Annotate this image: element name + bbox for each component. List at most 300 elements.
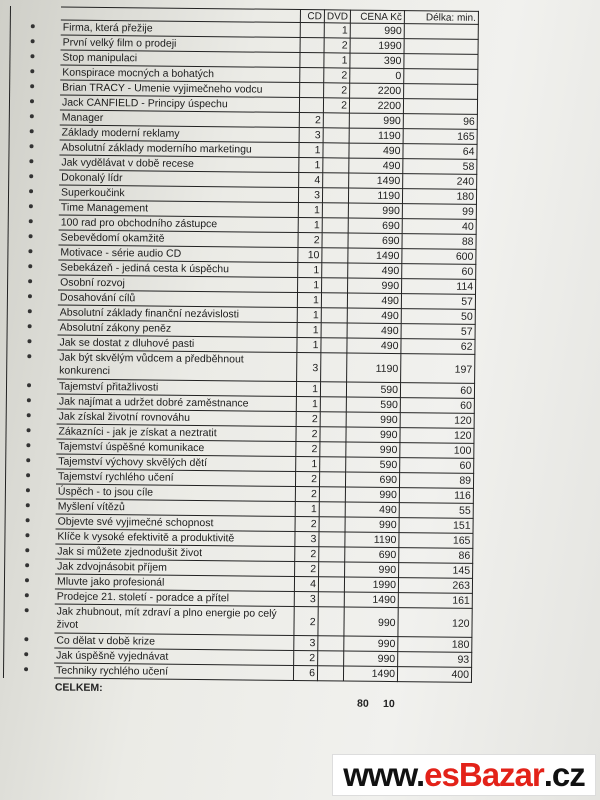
cell-price: 2200 xyxy=(350,99,404,115)
margin-spacer xyxy=(11,35,61,51)
cell-cd: 1 xyxy=(296,502,320,517)
margin-spacer xyxy=(6,439,56,455)
cell-dvd xyxy=(324,113,350,128)
cell-name: Jak najímat a udržet dobré zaměstnance xyxy=(57,395,297,413)
cell-name: Jak se dostat z dluhové pasti xyxy=(57,336,297,354)
cell-length xyxy=(404,99,478,115)
cell-dvd xyxy=(318,651,344,666)
cell-cd: 2 xyxy=(296,427,320,442)
cell-cd: 2 xyxy=(298,233,322,248)
cell-price: 1490 xyxy=(349,174,403,190)
margin-spacer xyxy=(9,155,59,171)
cell-length xyxy=(404,69,478,85)
cell-cd: 4 xyxy=(295,577,319,592)
cell-dvd xyxy=(321,397,347,412)
cell-cd: 4 xyxy=(299,173,323,188)
cell-price: 1190 xyxy=(347,354,401,384)
cell-dvd xyxy=(321,353,347,382)
margin-mark-icon xyxy=(27,354,31,358)
cell-cd xyxy=(300,68,324,83)
cell-dvd xyxy=(320,472,346,487)
cell-price: 490 xyxy=(348,294,402,310)
margin-spacer xyxy=(10,95,60,111)
cell-name: Jak úspěšně vyjednávat xyxy=(54,648,294,666)
cell-cd: 2 xyxy=(296,517,320,532)
margin-mark-icon xyxy=(29,174,33,178)
cell-cd xyxy=(301,23,325,38)
margin-mark-icon xyxy=(30,129,34,133)
cell-name: Brian TRACY - Umenie vyjimečneho vodcu xyxy=(60,81,300,99)
cell-dvd xyxy=(320,442,346,457)
margin-mark-icon xyxy=(27,339,31,343)
table-footer xyxy=(3,678,563,710)
cell-dvd xyxy=(323,203,349,218)
cell-dvd: 2 xyxy=(324,98,350,113)
cell-price: 490 xyxy=(348,264,402,280)
margin-spacer xyxy=(11,6,61,21)
cd-total: 80 xyxy=(356,697,369,710)
margin-mark-icon xyxy=(28,294,32,298)
cell-dvd xyxy=(323,173,349,188)
margin-spacer xyxy=(4,604,54,634)
cell-price: 1490 xyxy=(348,249,402,265)
cell-length: 96 xyxy=(404,114,478,130)
margin-mark-icon xyxy=(30,144,34,148)
cell-length: 165 xyxy=(399,533,473,549)
cell-price: 1490 xyxy=(344,667,398,683)
cell-cd: 2 xyxy=(295,562,319,577)
cell-dvd xyxy=(319,562,345,577)
cell-cd xyxy=(300,53,324,68)
cell-dvd xyxy=(318,607,344,636)
cell-length: 151 xyxy=(400,518,474,534)
cell-cd: 3 xyxy=(295,532,319,547)
cell-length: 180 xyxy=(398,637,472,653)
cell-name: Tajemství výchovy skvělých dětí xyxy=(56,455,296,473)
margin-mark-icon xyxy=(25,563,29,567)
cell-cd: 1 xyxy=(298,323,322,338)
cell-price: 690 xyxy=(349,219,403,235)
cell-name: Jack CANFIELD - Principy úspechu xyxy=(60,96,300,114)
margin-spacer xyxy=(9,140,59,156)
cell-length: 62 xyxy=(401,339,475,355)
cell-name: Prodejce 21. století - poradce a přítel xyxy=(55,590,295,608)
cell-dvd xyxy=(320,517,346,532)
cell-cd xyxy=(300,83,324,98)
cell-dvd xyxy=(321,338,347,353)
cell-length: 400 xyxy=(398,667,472,683)
cell-cd: 1 xyxy=(299,143,323,158)
margin-spacer xyxy=(5,559,55,575)
cell-name: Stop manipulaci xyxy=(60,51,300,69)
cell-price: 990 xyxy=(351,24,405,40)
cell-length: 89 xyxy=(400,473,474,489)
margin-spacer xyxy=(6,514,56,530)
cell-dvd xyxy=(322,263,348,278)
margin-mark-icon xyxy=(25,608,29,612)
cell-length: 60 xyxy=(400,458,474,474)
cell-dvd xyxy=(322,308,348,323)
cell-dvd: 1 xyxy=(325,23,351,38)
margin-mark-icon xyxy=(30,84,34,88)
margin-spacer xyxy=(8,230,58,246)
cell-name: Myšlení vítězů xyxy=(56,500,296,518)
cell-name: Co dělat v době krize xyxy=(54,633,294,651)
cell-price: 590 xyxy=(346,458,400,474)
cell-length: 600 xyxy=(402,249,476,265)
cell-dvd xyxy=(322,323,348,338)
margin-mark-icon xyxy=(24,667,28,671)
cell-name: Jak si můžete zjednodušit život xyxy=(55,545,295,563)
cell-cd: 1 xyxy=(297,397,321,412)
cell-name: Absolutní zákony peněz xyxy=(58,321,298,339)
cell-price: 990 xyxy=(346,443,400,459)
cell-cd: 3 xyxy=(295,592,319,607)
cell-dvd xyxy=(321,382,347,397)
cell-dvd xyxy=(322,293,348,308)
margin-spacer xyxy=(8,305,58,321)
cell-cd xyxy=(301,38,325,53)
margin-mark-icon xyxy=(29,234,33,238)
cell-cd: 3 xyxy=(300,128,324,143)
margin-spacer xyxy=(9,170,59,186)
margin-spacer xyxy=(10,65,60,81)
margin-spacer xyxy=(9,200,59,216)
cell-price: 690 xyxy=(345,548,399,564)
cell-cd: 2 xyxy=(294,607,318,636)
margin-spacer xyxy=(7,335,57,351)
cell-dvd xyxy=(320,457,346,472)
margin-mark-icon xyxy=(26,518,30,522)
cell-name: Dokonalý lídr xyxy=(59,171,299,189)
cell-name: Techniky rychlého učení xyxy=(54,663,294,681)
cell-cd: 1 xyxy=(296,457,320,472)
cell-name: Jak být skvělým vůdcem a předběhnout konkurenci xyxy=(57,351,297,383)
cell-name: První velký film o prodeji xyxy=(61,36,301,54)
table-body xyxy=(3,20,570,684)
cell-price: 490 xyxy=(346,503,400,519)
margin-mark-icon xyxy=(28,279,32,283)
cell-price: 990 xyxy=(344,637,398,653)
margin-spacer xyxy=(10,125,60,141)
cell-length: 60 xyxy=(401,383,475,399)
cell-cd: 3 xyxy=(299,188,323,203)
margin-mark-icon xyxy=(27,428,31,432)
header-length: Délka: min. xyxy=(405,10,479,25)
margin-mark-icon xyxy=(30,114,34,118)
cell-price: 490 xyxy=(348,324,402,340)
cell-price: 390 xyxy=(350,54,404,70)
cell-price: 590 xyxy=(347,398,401,414)
cell-dvd xyxy=(319,577,345,592)
cell-length: 180 xyxy=(403,189,477,205)
cell-price: 590 xyxy=(347,383,401,399)
cell-dvd xyxy=(318,666,344,681)
margin-spacer xyxy=(5,589,55,605)
margin-spacer xyxy=(8,320,58,336)
margin-spacer xyxy=(10,80,60,96)
cell-name: Objevte své vyjimečné schopnost xyxy=(56,515,296,533)
margin-spacer xyxy=(4,648,54,664)
watermark-prefix: www. xyxy=(343,756,425,793)
margin-spacer xyxy=(10,110,60,126)
cell-name: Motivace - série audio CD xyxy=(58,246,298,264)
cell-price: 490 xyxy=(349,159,403,175)
cell-name: Manager xyxy=(60,111,300,129)
cell-price: 2200 xyxy=(350,84,404,100)
cell-dvd xyxy=(322,248,348,263)
cell-name: Tajemství přitažlivosti xyxy=(57,380,297,398)
cell-cd: 1 xyxy=(297,382,321,397)
cell-dvd: 2 xyxy=(324,83,350,98)
margin-mark-icon xyxy=(25,593,29,597)
cell-name: Jak získal životní rovnováhu xyxy=(57,410,297,428)
cell-price: 690 xyxy=(346,473,400,489)
cell-name: Úspěch - to jsou cíle xyxy=(56,485,296,503)
cell-cd: 1 xyxy=(298,278,322,293)
margin-spacer xyxy=(10,50,60,66)
margin-spacer xyxy=(6,484,56,500)
cell-dvd xyxy=(323,188,349,203)
margin-mark-icon xyxy=(26,503,30,507)
cell-price: 990 xyxy=(348,279,402,295)
margin-mark-icon xyxy=(26,488,30,492)
cell-name: Jak zhubnout, mít zdraví a plno energie po celý život xyxy=(54,605,294,637)
cell-name: Sebevědomí okamžitě xyxy=(58,231,298,249)
margin-spacer xyxy=(8,290,58,306)
cell-dvd xyxy=(320,487,346,502)
margin-spacer xyxy=(9,215,59,231)
cell-name: Absolutní základy moderního marketingu xyxy=(59,141,299,159)
cell-cd: 3 xyxy=(297,353,321,382)
margin-mark-icon xyxy=(24,652,28,656)
site-watermark-logo xyxy=(332,754,596,796)
cell-price: 990 xyxy=(344,608,398,638)
cell-price: 1190 xyxy=(350,129,404,145)
cell-length: 40 xyxy=(403,219,477,235)
cell-dvd xyxy=(322,233,348,248)
cell-name: Tajemství úspěšné komunikace xyxy=(56,440,296,458)
cell-length: 116 xyxy=(400,488,474,504)
cell-cd xyxy=(300,98,324,113)
cell-length: 93 xyxy=(398,652,472,668)
cell-dvd xyxy=(320,427,346,442)
cell-length: 165 xyxy=(404,129,478,145)
margin-spacer xyxy=(7,379,57,395)
cell-name: Absolutní základy finanční nezávislosti xyxy=(58,306,298,324)
cell-dvd xyxy=(318,636,344,651)
cell-length: 64 xyxy=(403,144,477,160)
cell-length xyxy=(405,24,479,40)
cell-name: Jak vydělávat v době recese xyxy=(59,156,299,174)
margin-mark-icon xyxy=(29,159,33,163)
cell-length: 120 xyxy=(400,428,474,444)
cell-dvd xyxy=(320,502,346,517)
cell-price: 1190 xyxy=(345,533,399,549)
margin-spacer xyxy=(9,185,59,201)
margin-mark-icon xyxy=(30,69,34,73)
cell-cd: 1 xyxy=(299,158,323,173)
cell-price: 990 xyxy=(344,652,398,668)
cell-name: Jak zdvojnásobit příjem xyxy=(55,560,295,578)
margin-mark-icon xyxy=(31,24,35,28)
cell-name: Time Management xyxy=(59,201,299,219)
cell-dvd xyxy=(322,278,348,293)
margin-spacer xyxy=(11,20,61,36)
margin-spacer xyxy=(5,574,55,590)
margin-mark-icon xyxy=(25,548,29,552)
margin-mark-icon xyxy=(30,54,34,58)
cell-price: 990 xyxy=(345,563,399,579)
cell-dvd xyxy=(319,592,345,607)
cell-cd: 2 xyxy=(294,651,318,666)
cell-length: 55 xyxy=(400,503,474,519)
dvd-total: 10 xyxy=(382,697,395,711)
cell-cd: 1 xyxy=(298,263,322,278)
cell-price: 0 xyxy=(350,69,404,85)
margin-spacer xyxy=(7,394,57,410)
cell-price: 1490 xyxy=(345,593,399,609)
cell-price: 990 xyxy=(346,428,400,444)
margin-mark-icon xyxy=(27,398,31,402)
cell-length xyxy=(405,39,479,55)
margin-spacer xyxy=(8,260,58,276)
cell-price: 1990 xyxy=(351,39,405,55)
margin-mark-icon xyxy=(28,309,32,313)
margin-mark-icon xyxy=(28,264,32,268)
cell-price: 1990 xyxy=(345,578,399,594)
cell-cd: 1 xyxy=(298,308,322,323)
cell-dvd: 2 xyxy=(325,38,351,53)
margin-spacer xyxy=(7,409,57,425)
margin-mark-icon xyxy=(26,473,30,477)
cell-price: 990 xyxy=(350,114,404,130)
watermark-suffix: .cz xyxy=(543,756,585,793)
header-cd: CD xyxy=(301,9,325,23)
cell-name: Osobní rozvoj xyxy=(58,276,298,294)
cell-price: 990 xyxy=(346,518,400,534)
cell-cd: 2 xyxy=(295,547,319,562)
total-label: CELKEM: xyxy=(54,681,103,695)
margin-mark-icon xyxy=(28,249,32,253)
cell-name: Klíče k vysoké efektivitě a produktivitě xyxy=(55,530,295,548)
cell-cd: 2 xyxy=(300,113,324,128)
cell-length: 145 xyxy=(399,563,473,579)
margin-mark-icon xyxy=(30,99,34,103)
margin-mark-icon xyxy=(28,324,32,328)
cell-cd: 10 xyxy=(298,248,322,263)
margin-spacer xyxy=(6,424,56,440)
margin-mark-icon xyxy=(27,413,31,417)
cell-price: 990 xyxy=(349,204,403,220)
cell-length: 57 xyxy=(402,294,476,310)
margin-mark-icon xyxy=(24,637,28,641)
cell-dvd xyxy=(323,158,349,173)
cell-length: 161 xyxy=(399,593,473,609)
cell-cd: 2 xyxy=(297,412,321,427)
cell-length: 50 xyxy=(402,309,476,325)
cell-dvd xyxy=(324,128,350,143)
cell-price: 990 xyxy=(347,413,401,429)
cell-cd: 3 xyxy=(294,636,318,651)
cell-length: 60 xyxy=(401,398,475,414)
cell-price: 1190 xyxy=(349,189,403,205)
cell-name: Zákazníci - jak je získat a neztratit xyxy=(56,425,296,443)
cell-length: 197 xyxy=(401,354,475,384)
cell-name: Konspirace mocných a bohatých xyxy=(60,66,300,84)
watermark-brand: esBazar xyxy=(424,756,544,793)
cell-name: 100 rad pro obchodního zástupce xyxy=(59,216,299,234)
cell-name: Základy moderní reklamy xyxy=(60,126,300,144)
margin-mark-icon xyxy=(29,219,33,223)
cell-length: 99 xyxy=(403,204,477,220)
cell-length xyxy=(404,84,478,100)
cell-cd: 1 xyxy=(299,218,323,233)
cell-length: 86 xyxy=(399,548,473,564)
margin-mark-icon xyxy=(31,39,35,43)
cell-length: 120 xyxy=(401,413,475,429)
margin-spacer xyxy=(4,663,54,679)
cell-cd: 2 xyxy=(296,487,320,502)
header-dvd: DVD xyxy=(325,9,351,23)
cell-name: Sebekázeň - jediná cesta k úspěchu xyxy=(58,261,298,279)
cell-name: Mluvte jako profesionál xyxy=(55,575,295,593)
header-price: CENA Kč xyxy=(351,10,405,25)
cell-cd: 2 xyxy=(296,442,320,457)
cell-name: Dosahování cílů xyxy=(58,291,298,309)
margin-spacer xyxy=(6,499,56,515)
margin-mark-icon xyxy=(25,578,29,582)
cell-cd: 1 xyxy=(298,293,322,308)
margin-mark-icon xyxy=(26,458,30,462)
cell-price: 490 xyxy=(347,339,401,355)
cell-dvd: 1 xyxy=(324,53,350,68)
cell-dvd xyxy=(319,547,345,562)
margin-spacer xyxy=(5,544,55,560)
margin-mark-icon xyxy=(29,204,33,208)
margin-mark-icon xyxy=(26,443,30,447)
cell-length: 240 xyxy=(403,174,477,190)
margin-spacer xyxy=(6,454,56,470)
cell-cd: 2 xyxy=(296,472,320,487)
margin-spacer xyxy=(5,529,55,545)
cell-cd: 1 xyxy=(297,338,321,353)
cell-price: 490 xyxy=(349,144,403,160)
cell-length: 58 xyxy=(403,159,477,175)
cell-dvd xyxy=(321,412,347,427)
cell-dvd: 2 xyxy=(324,68,350,83)
margin-mark-icon xyxy=(29,189,33,193)
cell-name: Firma, která přežije xyxy=(61,21,301,39)
cell-name: Superkoučink xyxy=(59,186,299,204)
cell-length: 60 xyxy=(402,264,476,280)
margin-mark-icon xyxy=(27,383,31,387)
margin-spacer xyxy=(8,275,58,291)
cell-name: Tajemství rychlého učení xyxy=(56,470,296,488)
cell-dvd xyxy=(319,532,345,547)
cell-cd: 1 xyxy=(299,203,323,218)
cell-length: 120 xyxy=(398,608,472,638)
cell-cd: 6 xyxy=(294,666,318,681)
cell-price: 690 xyxy=(348,234,402,250)
margin-spacer xyxy=(4,633,54,649)
price-table xyxy=(3,6,570,710)
cell-length: 88 xyxy=(402,234,476,250)
cell-length: 57 xyxy=(402,324,476,340)
margin-mark-icon xyxy=(25,533,29,537)
cell-length: 114 xyxy=(402,279,476,295)
cell-price: 990 xyxy=(346,488,400,504)
